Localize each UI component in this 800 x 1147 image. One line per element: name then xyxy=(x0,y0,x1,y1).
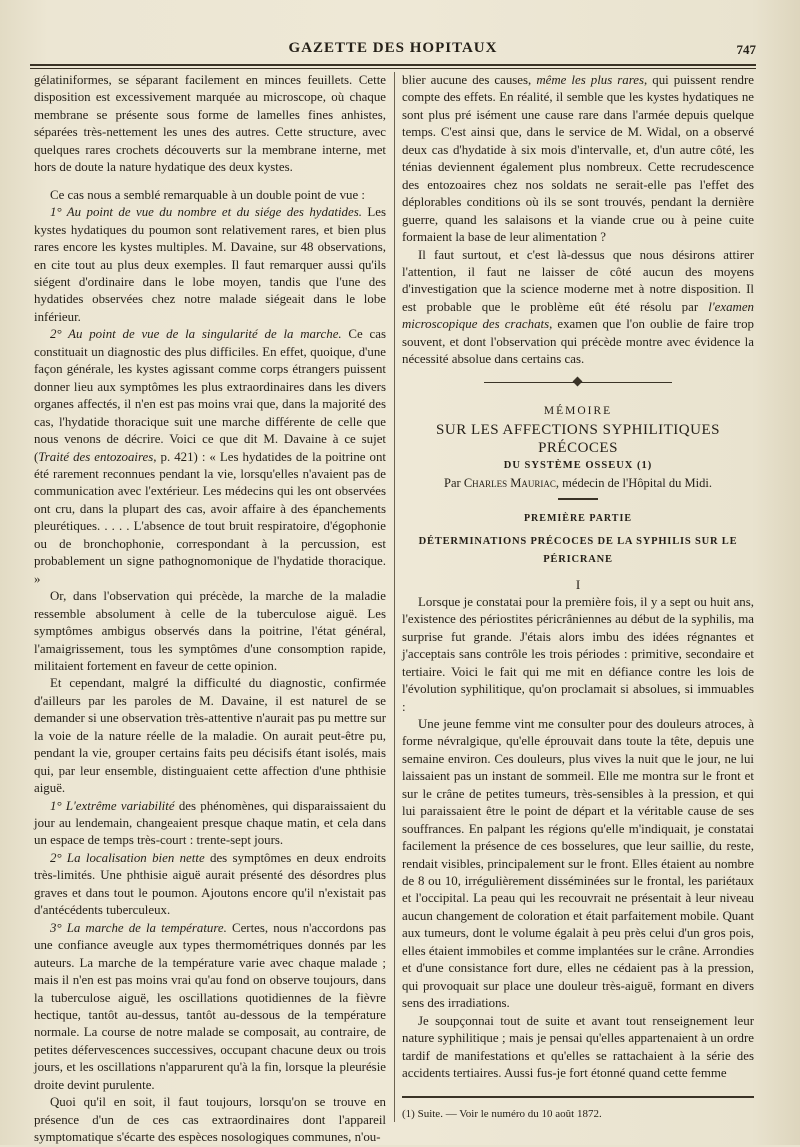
header-rule xyxy=(30,64,756,69)
section-separator xyxy=(402,375,754,391)
short-rule xyxy=(558,498,598,500)
paragraph-text: Les kystes hydatiques du poumon sont relativement rares, et bien plus rares encore les kystes multiples. M. Davaine, sur 48 observations, en cite tout au plus deux exemples. Il faut remarquer aussi qu'ils siégent d'ordinaire dans le lobe moyen, tandis que l'une des hydatides observées chez notre malade siégeait dans le lobe inférieur. xyxy=(34,205,386,324)
paragraph: Ce cas nous a semblé remarquable à un double point de vue : xyxy=(50,187,366,202)
paragraph: Et cependant, malgré la difficulté du diagnostic, confirmée d'ailleurs par les paroles de M. Davaine, il est naturel de se demander si une observation très-attentive n'aurait pas pu mettre sur la voie de la nature réelle de la maladie. On aurait peut-être pu, pendant la vie, grouper certains faits peu décisifs étant isolés, mais qui, par leur ensemble, distinguaient cette affection d'une phthisie aiguë. xyxy=(34,676,386,796)
separator-ornament-icon xyxy=(573,376,583,386)
paragraph-text: des phénomènes, qui disparaissaient du jour au lendemain, changeaient presque chaque matin, et cela dans un espace de temps très-court : trente-sept jours. xyxy=(34,798,386,848)
column-divider xyxy=(394,72,395,1122)
article-subtitle: DU SYSTÈME OSSEUX (1) xyxy=(503,460,653,472)
paragraph: gélatiniformes, se séparant facilement en minces feuillets. Cette disposition est excessivement marquée au microscope, où chaque membrane se présente sous forme de lamelles fines anhistes, séparées très-nettement les unes des autres. Cette structure, avec quelques rares crochets découverts sur la membrane interne, met hors de doute la nature hydatique des deux kystes. xyxy=(34,73,386,175)
paragraph: Je soupçonnai tout de suite et avant tout renseignement leur nature syphilitique ; mais je pensai qu'elles appartenaient à un ordre tardif de manifestations et qu'elles se rattachaient à la série des accidents tertiaires. Aussi fus-je fort étonné quand cette femme xyxy=(402,1013,754,1081)
paragraph-lead: 2° La localisation bien nette xyxy=(50,850,205,865)
paragraph-text: blier aucune des causes, xyxy=(402,73,537,87)
part-label: PREMIÈRE PARTIE xyxy=(523,512,633,524)
paragraph: Quoi qu'il en soit, il faut toujours, lorsqu'on se trouve en présence d'un de ces cas extraordinaires dont l'appareil symptomatique s'écarte des espèces nosologiques communes, n'ou- xyxy=(34,1095,386,1145)
paragraph: Une jeune femme vint me consulter pour des douleurs atroces, à forme névralgique, qu'elle éprouvait dans toute la tête, depuis une semaine environ. Ces douleurs, plus vives la nuit que le jour, ne lui laissaient pas un instant de sommeil. Elle me montra sur le front et sur le crâne de petites tumeurs, très-sensibles à la pression, et qui lui paraissaient être le point de départ et la véritable cause de ses souffrances. En palpant les régions qu'elle m'indiquait, je constatai facilement la présence de ces bosselures, que leur saillie, du reste, rendait visibles, principalement sur le front. Elles étaient au nombre de 8 ou 10, irrégulièrement disséminées sur le frontal, les pariétaux et l'occipital. La peau qui les recouvrait ne présentait à leur niveau aucun changement de coloration et était parfaitement mobile. Quant aux tumeurs, dont le volume égalait à peu près celui d'un gros pois, elles étaient immobiles et comme implantées sur le crâne. Arrondies et d'une consistance fort dure, elles ne cédaient pas à la pression, qui provoquait sur place une douleur très-aiguë, formant en divers sens des irradiations. xyxy=(402,716,754,1011)
paragraph-lead: 1° L'extrême variabilité xyxy=(50,798,175,813)
paragraph-lead: 1° Au point de vue du nombre et du siége des hydatides. xyxy=(50,205,362,220)
paragraph-text: Ce cas constituait un diagnostic des plus difficiles. En effet, quoique, d'une façon générale, les kystes agissant comme corps étrangers puissent donner lieu aux symptômes les plus extraordinaires dans les divers organes affectés, il n'en est pas moins vrai que, dans la majorité des cas, l'hydatide thoracique suit une marche différente de celle que nous venons de décrire. Voici ce que dit M. Davaine à ce sujet ( xyxy=(34,327,386,464)
author-name: Charles Mauriac xyxy=(463,475,556,490)
paragraph-text: Certes, nous n'accordons pas une confiance aveugle aux types thermométriques donnés par les auteurs. La marche de la température varie avec chaque malade ; mais il n'en est pas moins vrai qu'au fond on observe toujours, dans la tuberculose aiguë, les oscillations quotidiennes de la fièvre hectique, tantôt au-dessus, tantôt au-dessous de la température normale. La course de notre malade se composait, au contraire, de petites défervescences successives, occupant chacune deux ou trois jours, et les oscillations n'apparurent qu'à la fin, lorsque la pleurésie droite devint purulente. xyxy=(34,920,387,1092)
article-title: SUR LES AFFECTIONS SYPHILITIQUES PRÉCOCES xyxy=(436,422,720,456)
footnote-rule xyxy=(402,1096,754,1098)
paragraph: Lorsque je constatai pour la première fois, il y a sept ou huit ans, l'existence des périostites péricrâniennes au début de la syphilis, ma surprise fut grande. J'étais alors imbu des idées régnantes et j'acceptais sans contrôle les trois périodes : primitive, secondaire et tertiaire. Voici le fait qui me mit en défiance contre les lois de l'évolution syphilitique, qu'on proclamait si absolues, si immuables : xyxy=(402,594,754,714)
footnote: (1) Suite. — Voir le numéro du 10 août 1872. xyxy=(402,1108,602,1121)
article-kicker: MÉMOIRE xyxy=(543,404,613,417)
paragraph: Or, dans l'observation qui précède, la marche de la maladie ressemble absolument à celle de la tuberculose aiguë. Les symptômes ambigus observés dans la poitrine, l'état général, l'amaigrissement, tous les symptômes d'une consomption rapide, militaient fortement en faveur de cette opinion. xyxy=(34,589,386,673)
paragraph xyxy=(34,798,386,850)
journal-title: GAZETTE DES HOPITAUX xyxy=(288,40,498,56)
byline-prefix: Par xyxy=(444,475,464,490)
citation: Traité des entozoaires xyxy=(38,449,154,464)
paragraph xyxy=(34,850,386,920)
paragraph xyxy=(402,72,754,247)
part-title: DÉTERMINATIONS PRÉCOCES DE LA SYPHILIS SUR LE PÉRICRANE xyxy=(418,536,738,565)
right-column xyxy=(402,72,754,1124)
page-number: 747 xyxy=(736,42,756,57)
paragraph-text: , p. 421) : « Les hydatides de la poitrine ont été rarement reconnues pendant la vie, lorsqu'elles n'avaient pas de communication avec l'extérieur. Les médecins qui les ont observées ont cru, dans la plupart des cas, avoir affaire à des épanchements pleurétiques. . . . . L'absence de tout bruit respiratoire, d'égophonie ou de bronchophonie, correspondant à la percussion, est probablement un signe pathognomonique de l'hydatide thoracique. » xyxy=(34,449,387,586)
paragraph xyxy=(34,204,386,326)
article-byline xyxy=(402,475,754,492)
paragraph xyxy=(34,326,386,588)
emphasis: l'examen microscopique des crachats xyxy=(402,299,754,332)
paragraph-text: , qui puissent rendre compte des effets. En réalité, il semble que les kystes hydatiques ne sont plus pré isément une cause rare dans l'armée depuis quelque temps. C'est ainsi que, dans le service de M. Widal, on a observé deux cas d'hydatide à six mois d'intervalle, et, d'un autre côté, les ténias deviennent également plus nombreux. Cette recrudescence des entozoaires chez nos soldats ne serait-elle pas l'effet des déplorables conditions où ils se sont trouvés, pendant la dernière guerre, quand les salaisons et la viande crue ou à peine cuite formaient la base de leur alimentation ? xyxy=(402,73,754,245)
paragraph-text: des symptômes en deux endroits très-limités. Une phthisie aiguë aurait présenté des désordres plus graves et dans tout le poumon. Ajoutons encore qu'il n'existait pas d'antécédents tuberculeux. xyxy=(34,850,386,918)
byline-suffix: , médecin de l'Hôpital du Midi. xyxy=(555,475,712,490)
paragraph-lead: 3° La marche de la température. xyxy=(50,920,227,935)
page-header xyxy=(30,36,756,62)
paragraph-text: Il faut surtout, et c'est là-dessus que nous désirons attirer l'attention, il faut ne laisser de côté aucun des moyens d'investigation que la science moderne met à notre disposition. Il est probable que le problème eût été résolu par xyxy=(402,247,754,314)
paragraph xyxy=(402,247,754,369)
emphasis: même les plus rares xyxy=(536,73,645,87)
left-column xyxy=(34,72,386,1147)
section-numeral: I xyxy=(575,577,581,593)
paragraph-text: , examen que l'on oublie de faire trop souvent, et dont l'observation qui précède montre avec évidence la nécessité absolue dans certains cas. xyxy=(402,317,754,367)
paragraph-lead: 2° Au point de vue de la singularité de la marche. xyxy=(50,327,342,342)
paragraph xyxy=(34,920,386,1095)
